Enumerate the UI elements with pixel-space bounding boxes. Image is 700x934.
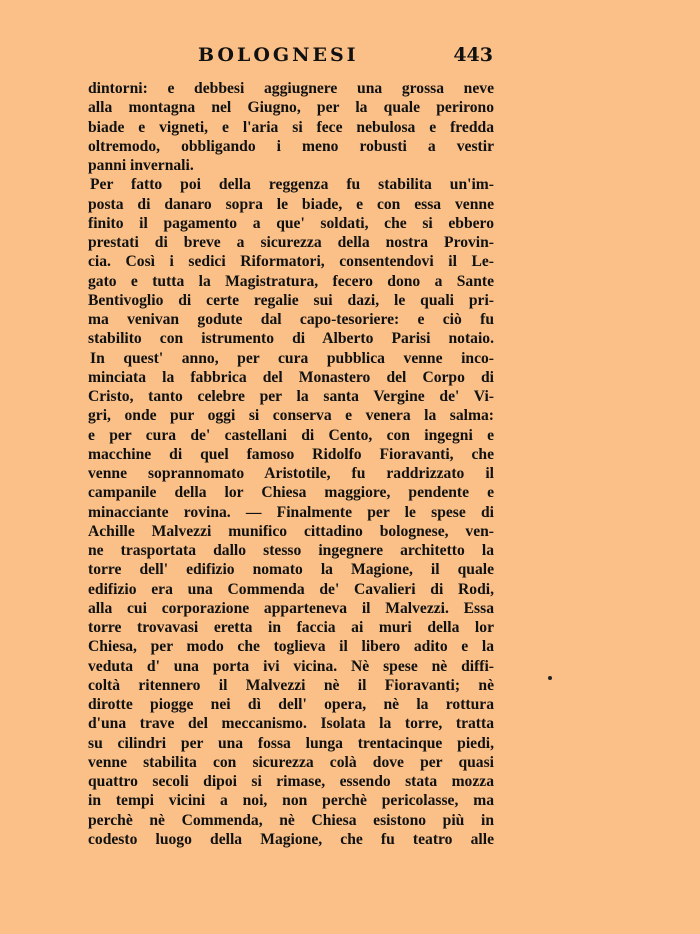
text-line: edifizio era una Commenda de' Cavalieri di Rodi, <box>88 580 494 598</box>
text-line: Cristo, tanto celebre per la santa Vergine de' Vi- <box>88 388 494 405</box>
text-line: dirotte piogge nei dì dell' opera, nè la rottura <box>88 696 494 713</box>
text-line: venne soprannomato Aristotile, fu raddrizzato il <box>88 465 494 482</box>
ink-speck <box>548 676 552 680</box>
text-line: veduta d' una porta ivi vicina. Nè spese nè diffi- <box>88 657 494 675</box>
text-line: Bentivoglio di certe regalie sui dazi, le quali pri- <box>88 291 494 309</box>
text-line: oltremodo, obbligando i meno robusti a vestir <box>88 137 494 155</box>
text-line: alla cui corporazione apparteneva il Malvezzi. Essa <box>88 599 494 617</box>
text-line: e per cura de' castellani di Cento, con ingegni e <box>88 426 494 444</box>
text-line: torre dell' edifizio nomato la Magione, il quale <box>88 561 494 579</box>
text-line: finito il pagamento a que' soldati, che si ebbero <box>88 214 494 232</box>
text-line: venne stabilita con sicurezza colà dove per quasi <box>88 753 494 771</box>
text-line: biade e vigneti, e l'aria si fece nebulosa e fredda <box>88 118 494 136</box>
text-line: codesto luogo della Magione, che fu teatro alle <box>88 830 494 848</box>
running-title: BOLOGNESI <box>198 44 359 66</box>
text-line: In quest' anno, per cura pubblica venne inco- <box>90 349 494 367</box>
body-text <box>88 79 494 849</box>
text-line: stabilito con istrumento di Alberto Parisi notaio. <box>88 330 494 348</box>
text-line: gato e tutta la Magistratura, fecero dono a Sante <box>88 272 494 290</box>
text-line: dintorni: e debbesi aggiugnere una grossa neve <box>88 80 494 97</box>
page-number: 443 <box>453 44 493 66</box>
text-line: macchine di quel famoso Ridolfo Fioravanti, che <box>88 445 494 463</box>
text-line: panni invernali. <box>88 157 194 174</box>
text-line: posta di danaro sopra le biade, e con essa venne <box>88 195 494 213</box>
text-line: ma venivan godute dal capo-tesoriere: e ciò fu <box>88 311 494 328</box>
text-line: coltà ritennero il Malvezzi nè il Fioravanti; nè <box>88 676 494 694</box>
text-line: gri, onde pur oggi si conserva e venera la salma: <box>88 407 494 425</box>
text-line: d'una trave del meccanismo. Isolata la torre, tratta <box>88 715 494 733</box>
text-line: prestati di breve a sicurezza della nostra Provin- <box>88 234 494 251</box>
text-line: torre trovavasi eretta in faccia ai muri della lor <box>88 619 494 636</box>
text-line: in tempi vicini a noi, non perchè pericolasse, ma <box>88 792 494 810</box>
text-line: ne trasportata dallo stesso ingegnere architetto la <box>88 542 494 559</box>
text-line: Chiesa, per modo che toglieva il libero adito e la <box>88 638 494 656</box>
text-line: minciata la fabbrica del Monastero del Corpo di <box>88 368 494 386</box>
text-line: alla montagna nel Giugno, per la quale perirono <box>88 99 494 117</box>
text-line: su cilindri per una fossa lunga trentacinque piedi, <box>88 734 494 752</box>
page-header <box>88 44 493 72</box>
text-line: campanile della lor Chiesa maggiore, pendente e <box>88 484 494 502</box>
text-line: perchè nè Commenda, nè Chiesa esistono più in <box>88 811 494 829</box>
text-line: Per fatto poi della reggenza fu stabilita un'im- <box>90 176 494 194</box>
text-line: minacciante rovina. — Finalmente per le spese di <box>88 503 494 521</box>
text-line: Achille Malvezzi munifico cittadino bolognese, ven- <box>88 522 494 540</box>
text-line: cia. Così i sedici Riformatori, consentendovi il Le- <box>88 253 494 271</box>
text-line: quattro secoli dipoi si rimase, essendo stata mozza <box>88 773 494 790</box>
